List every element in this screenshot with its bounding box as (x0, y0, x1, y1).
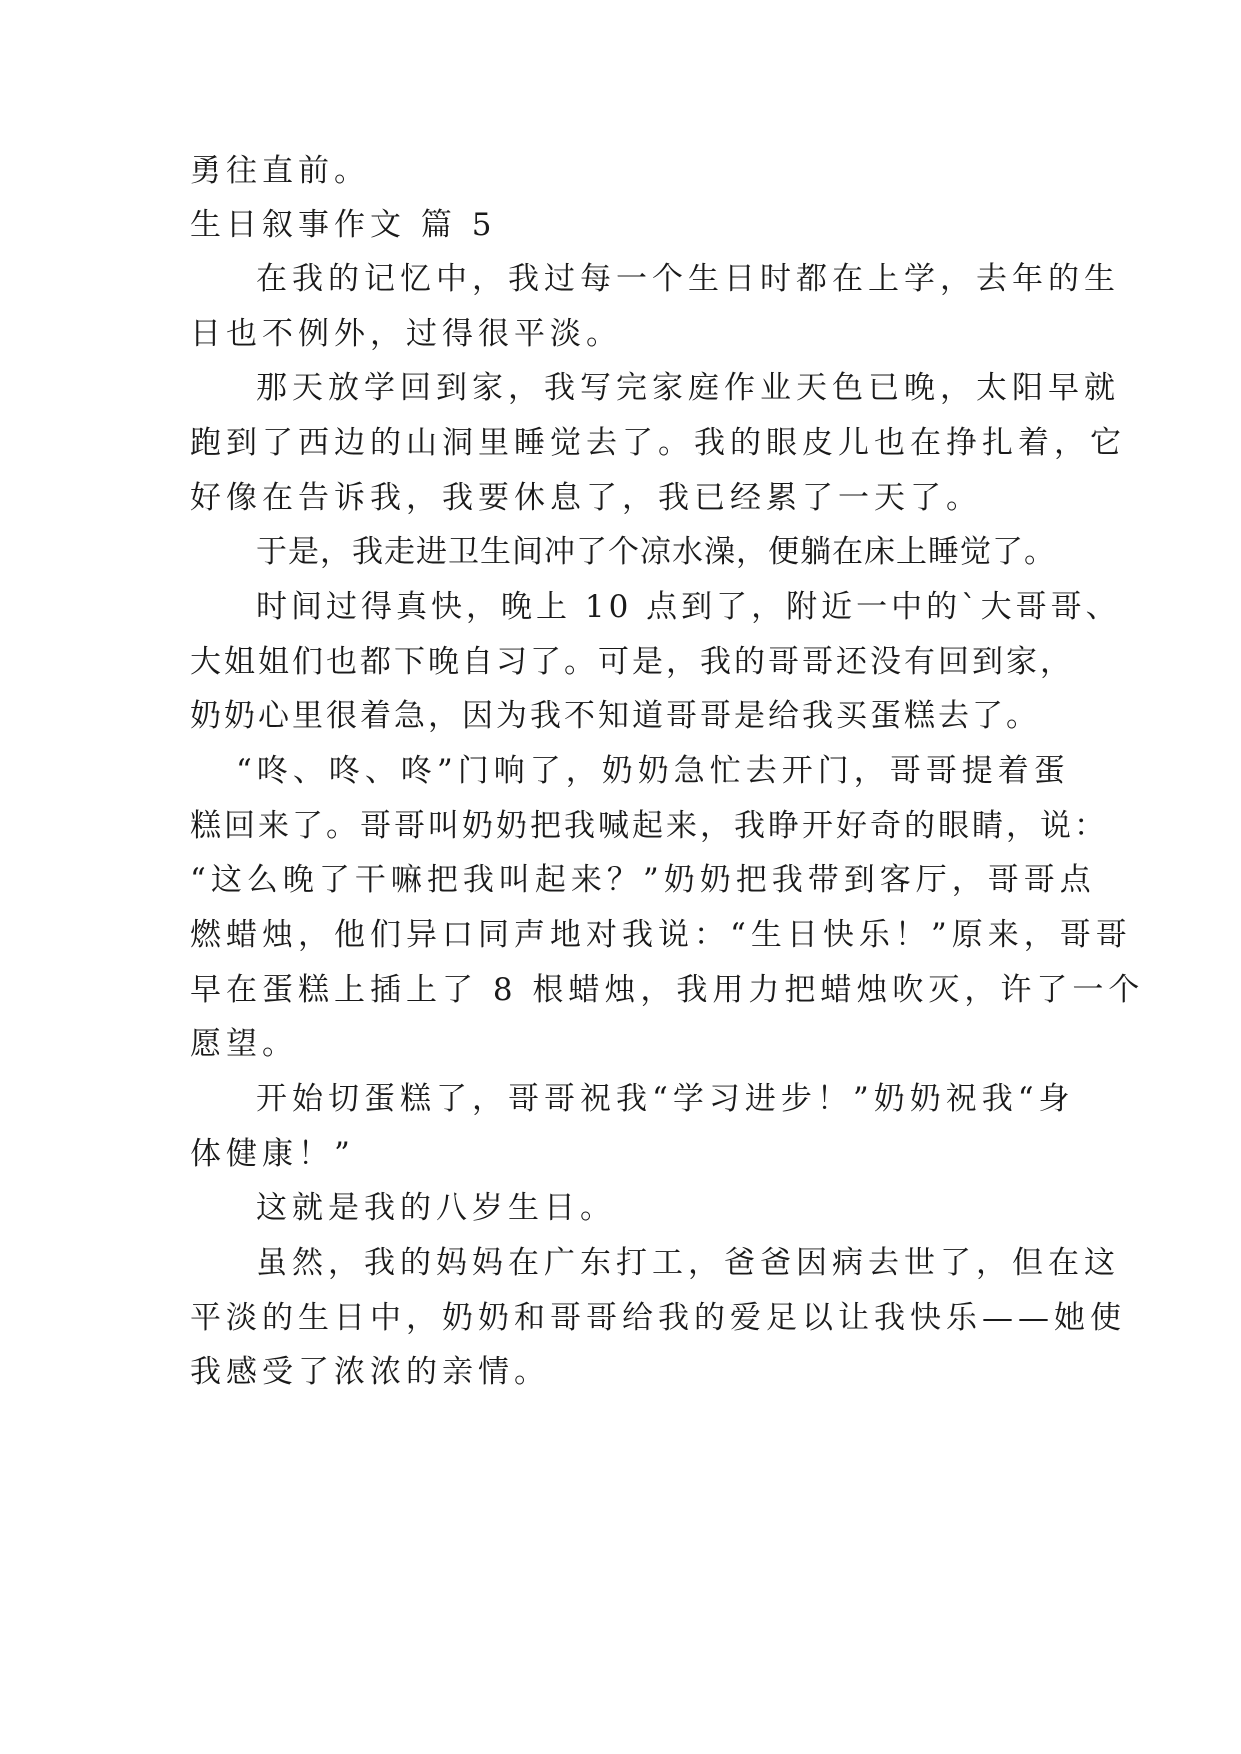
text-line: 这就是我的八岁生日。 (256, 1190, 616, 1226)
text-line: 大姐姐们也都下晚自习了。可是，我的哥哥还没有回到家， (190, 644, 1074, 680)
text-line: 于是，我走进卫生间冲了个凉水澡，便躺在床上睡觉了。 (256, 534, 1056, 570)
text-line: 时间过得真快，晚上 10 点到了，附近一中的`大哥哥、 (256, 589, 1121, 625)
text-line: 那天放学回到家，我写完家庭作业天色已晚，太阳早就 (256, 370, 1120, 406)
text-line: 愿望。 (190, 1026, 298, 1062)
text-line: 体健康！” (190, 1136, 355, 1172)
text-line: 日也不例外，过得很平淡。 (190, 316, 622, 352)
text-line: 好像在告诉我，我要休息了，我已经累了一天了。 (190, 480, 982, 516)
text-line: 糕回来了。哥哥叫奶奶把我喊起来，我睁开好奇的眼睛，说： (190, 808, 1108, 844)
text-line: 平淡的生日中，奶奶和哥哥给我的爱足以让我快乐——她使 (190, 1300, 1126, 1336)
text-line: 燃蜡烛，他们异口同声地对我说：“生日快乐！”原来，哥哥 (190, 917, 1132, 953)
text-line: 跑到了西边的山洞里睡觉去了。我的眼皮儿也在挣扎着，它 (190, 425, 1126, 461)
text-line: 在我的记忆中，我过每一个生日时都在上学，去年的生 (256, 261, 1120, 297)
text-line: 我感受了浓浓的亲情。 (190, 1354, 550, 1390)
section-heading: 生日叙事作文 篇 5 (190, 207, 497, 243)
text-line: “这么晚了干嘛把我叫起来？”奶奶把我带到客厅，哥哥点 (190, 862, 1096, 898)
text-line: 早在蛋糕上插上了 8 根蜡烛，我用力把蜡烛吹灭，许了一个 (190, 972, 1145, 1008)
text-line: 虽然，我的妈妈在广东打工，爸爸因病去世了，但在这 (256, 1245, 1120, 1281)
text-line: 开始切蛋糕了，哥哥祝我“学习进步！”奶奶祝我“身 (256, 1081, 1075, 1117)
text-line: “咚、咚、咚”门响了，奶奶急忙去开门，哥哥提着蛋 (236, 753, 1070, 789)
text-line: 奶奶心里很着急，因为我不知道哥哥是给我买蛋糕去了。 (190, 698, 1040, 734)
text-line: 勇往直前。 (190, 153, 370, 189)
